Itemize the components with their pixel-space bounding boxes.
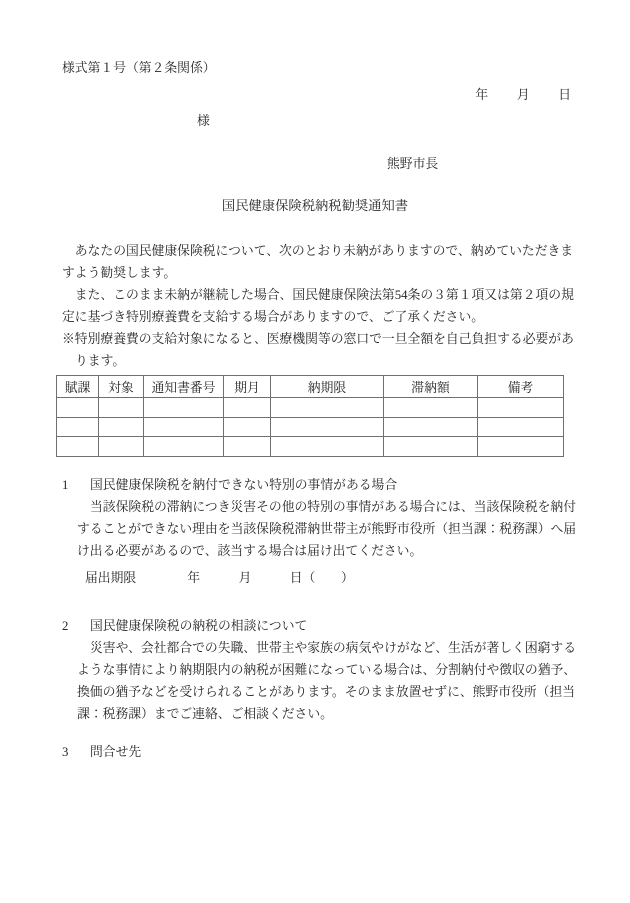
form-number-label: 様式第１号（第２条関係）	[62, 61, 216, 75]
section-2-number: 2	[62, 618, 69, 633]
deadline-fill-in-line: 届出期限 年 月 日（ ）	[85, 570, 354, 585]
table-header-cell: 対象	[99, 376, 144, 398]
section-3-number: 3	[62, 744, 69, 759]
section-1-body: 当該保険税の滞納につき災害その他の特別の事情がある場合には、当該保険税を納付することができない理由を当該保険税滞納世帯主が熊野市役所（担当課：税務課）へ届け出る必要があるので、該当する場合は届け出てください。	[77, 499, 577, 558]
section-3	[62, 741, 578, 763]
table-cell	[384, 437, 478, 457]
table-row	[57, 417, 564, 437]
section-3-heading	[62, 741, 578, 763]
section-1	[62, 474, 578, 589]
table-cell	[478, 437, 564, 457]
table-cell	[144, 417, 224, 437]
table-cell	[478, 398, 564, 418]
table-header-row	[57, 376, 564, 398]
addressee-honorific: 様	[197, 114, 210, 128]
table-header-cell: 滞納額	[384, 376, 478, 398]
section-2-heading	[62, 615, 578, 637]
section-2-body: 災害や、会社都合での失職、世帯主や家族の病気やけがなど、生活が著しく困窮するような事情により納期限内の納税が困難になっている場合は、分割納付や徴収の猶予、換価の猶予などを受けられることがあります。そのまま放置せずに、熊野市役所（担当課：税務課）までご連絡、ご相談ください。	[77, 640, 577, 721]
section-1-heading	[62, 474, 578, 496]
table-header-cell: 備考	[478, 376, 564, 398]
legal-paragraph: また、このまま未納が継続した場合、国民健康保険法第54条の３第１項又は第２項の規定に基づき特別療養費を支給する場合がありますので、ご了承ください。	[62, 288, 574, 324]
table-cell	[144, 398, 224, 418]
table-cell	[224, 437, 271, 457]
table-cell	[99, 398, 144, 418]
section-3-title: 問合せ先	[90, 744, 142, 759]
sender-name: 熊野市長	[387, 157, 439, 171]
table-cell	[271, 398, 384, 418]
table-body	[57, 398, 564, 457]
section-2-title: 国民健康保険税の納税の相談について	[90, 618, 308, 633]
table-row	[57, 398, 564, 418]
section-2	[62, 615, 578, 725]
table-cell	[57, 437, 99, 457]
table-cell	[99, 437, 144, 457]
table-cell	[478, 417, 564, 437]
table-header-cell: 通知書番号	[144, 376, 224, 398]
intro-paragraph: あなたの国民健康保険税について、次のとおり未納がありますので、納めていただきますよう勧奨します。	[62, 244, 574, 280]
section-1-title: 国民健康保険税を納付できない特別の事情がある場合	[90, 477, 398, 492]
table-cell	[224, 398, 271, 418]
table-cell	[144, 437, 224, 457]
table-cell	[384, 398, 478, 418]
table-cell	[271, 437, 384, 457]
date-line: 年 月 日	[475, 88, 572, 102]
table-row	[57, 437, 564, 457]
table-cell	[384, 417, 478, 437]
table-header-cell: 納期限	[271, 376, 384, 398]
table-cell	[57, 398, 99, 418]
arrears-table	[56, 375, 564, 457]
table-cell	[271, 417, 384, 437]
table-cell	[57, 417, 99, 437]
table-cell	[224, 417, 271, 437]
section-1-number: 1	[62, 477, 69, 492]
special-note: ※特別療養費の支給対象になると、医療機関等の窓口で一旦全額を自己負担する必要があります。	[62, 332, 574, 368]
table-cell	[99, 417, 144, 437]
document-title: 国民健康保険税納税勧奨通知書	[221, 198, 409, 213]
table-header-cell: 賦課	[57, 376, 99, 398]
table-header-cell: 期月	[224, 376, 271, 398]
